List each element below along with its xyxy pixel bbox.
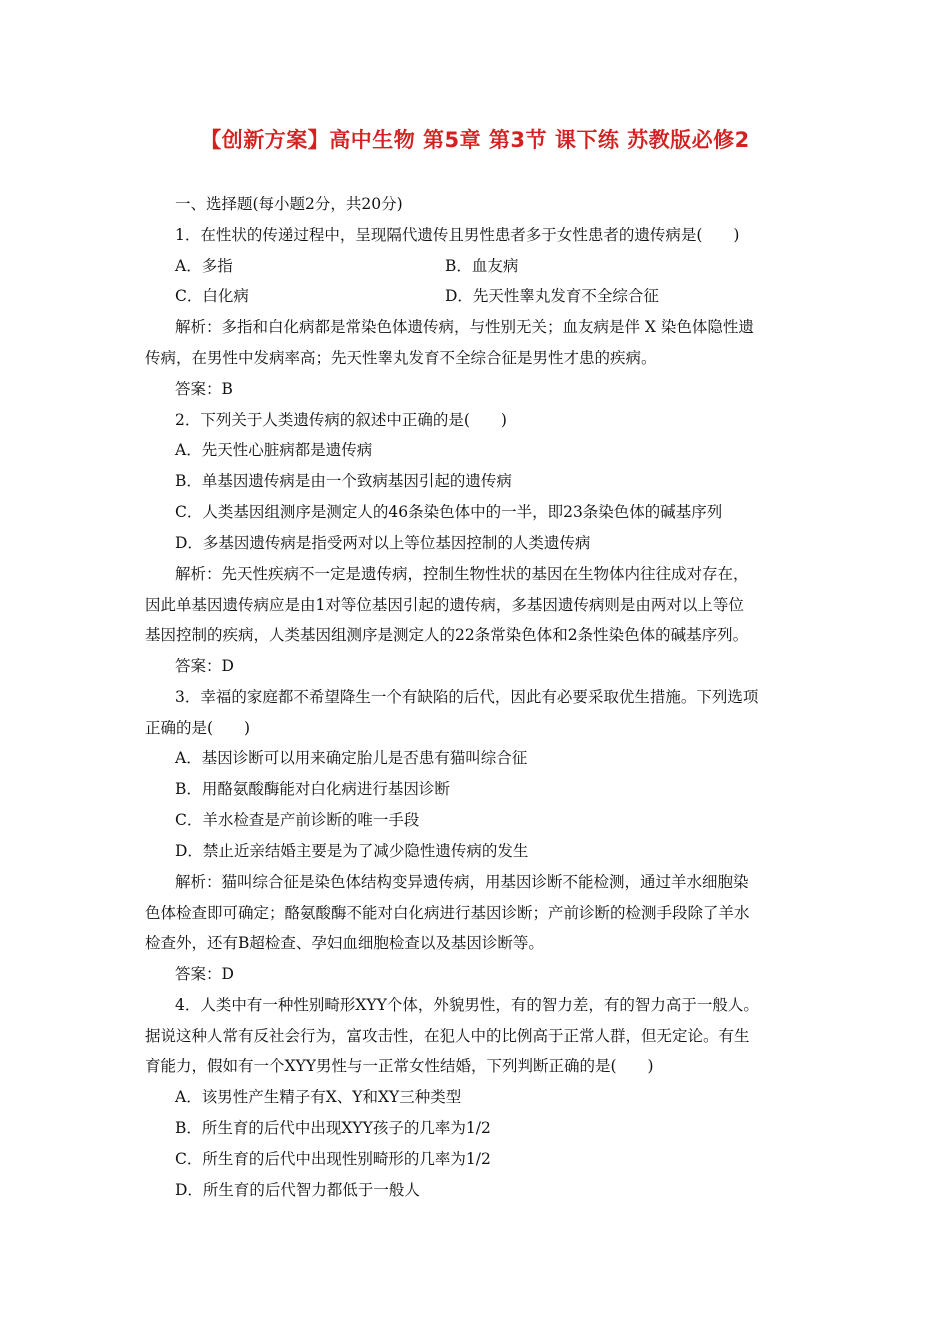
question-3-stem: 正确的是( ) (145, 719, 251, 737)
question-2-stem: 2．下列关于人类遗传病的叙述中正确的是( ) (175, 411, 507, 429)
question-3-option-d: D．禁止近亲结婚主要是为了减少隐性遗传病的发生 (175, 842, 529, 860)
question-3-answer: 答案：D (175, 965, 234, 983)
question-3-option-a: A．基因诊断可以用来确定胎儿是否患有猫叫综合征 (175, 749, 528, 767)
question-3-analysis: 检查外，还有B超检查、孕妇血细胞检查以及基因诊断等。 (145, 934, 544, 952)
question-1-analysis: 传病，在男性中发病率高；先天性睾丸发育不全综合征是男性才患的疾病。 (145, 349, 657, 367)
question-1-option-d: D．先天性睾丸发育不全综合征 (445, 287, 659, 305)
question-3-analysis: 色体检查即可确定；酪氨酸酶不能对白化病进行基因诊断；产前诊断的检测手段除了羊水 (145, 904, 750, 922)
question-4-option-a: A．该男性产生精子有X、Y和XY三种类型 (175, 1088, 462, 1106)
section-heading: 一、选择题(每小题2分，共20分) (175, 195, 403, 213)
question-4-option-d: D．所生育的后代智力都低于一般人 (175, 1181, 420, 1199)
question-2-analysis: 解析：先天性疾病不一定是遗传病，控制生物性状的基因在生物体内往往成对存在， (175, 565, 749, 583)
question-1-answer: 答案：B (175, 380, 233, 398)
question-1-analysis: 解析：多指和白化病都是常染色体遗传病，与性别无关；血友病是伴 X 染色体隐性遗 (175, 318, 754, 336)
question-1-option-b: B．血友病 (445, 257, 519, 275)
question-1-option-c: C．白化病 (175, 287, 249, 305)
question-2-answer: 答案：D (175, 657, 234, 675)
question-2-option-a: A．先天性心脏病都是遗传病 (175, 441, 373, 459)
question-4-stem: 育能力，假如有一个XYY男性与一正常女性结婚，下列判断正确的是( ) (145, 1057, 654, 1075)
question-4-option-c: C．所生育的后代中出现性别畸形的几率为1/2 (175, 1150, 491, 1168)
question-3-stem: 3．幸福的家庭都不希望降生一个有缺陷的后代，因此有必要采取优生措施。下列选项 (175, 688, 759, 706)
question-1-option-a: A．多指 (175, 257, 233, 275)
question-3-analysis: 解析：猫叫综合征是染色体结构变异遗传病，用基因诊断不能检测，通过羊水细胞染 (175, 873, 749, 891)
question-4-stem: 4．人类中有一种性别畸形XYY个体，外貌男性，有的智力差，有的智力高于一般人。 (175, 996, 759, 1014)
question-3-option-b: B．用酪氨酸酶能对白化病进行基因诊断 (175, 780, 450, 798)
question-2-analysis: 基因控制的疾病，人类基因组测序是测定人的22条常染色体和2条性染色体的碱基序列。 (145, 626, 749, 644)
question-2-option-b: B．单基因遗传病是由一个致病基因引起的遗传病 (175, 472, 512, 490)
question-1-stem: 1．在性状的传递过程中，呈现隔代遗传且男性患者多于女性患者的遗传病是( ) (175, 226, 740, 244)
question-4-stem: 据说这种人常有反社会行为，富攻击性，在犯人中的比例高于正常人群，但无定论。有生 (145, 1027, 750, 1045)
question-2-option-d: D．多基因遗传病是指受两对以上等位基因控制的人类遗传病 (175, 534, 591, 552)
question-2-option-c: C．人类基因组测序是测定人的46条染色体中的一半，即23条染色体的碱基序列 (175, 503, 723, 521)
question-3-option-c: C．羊水检查是产前诊断的唯一手段 (175, 811, 420, 829)
question-2-analysis: 因此单基因遗传病应是由1对等位基因引起的遗传病，多基因遗传病则是由两对以上等位 (145, 596, 744, 614)
page-title: 【创新方案】高中生物 第5章 第3节 课下练 苏教版必修2 (200, 128, 750, 152)
question-4-option-b: B．所生育的后代中出现XYY孩子的几率为1/2 (175, 1119, 491, 1137)
